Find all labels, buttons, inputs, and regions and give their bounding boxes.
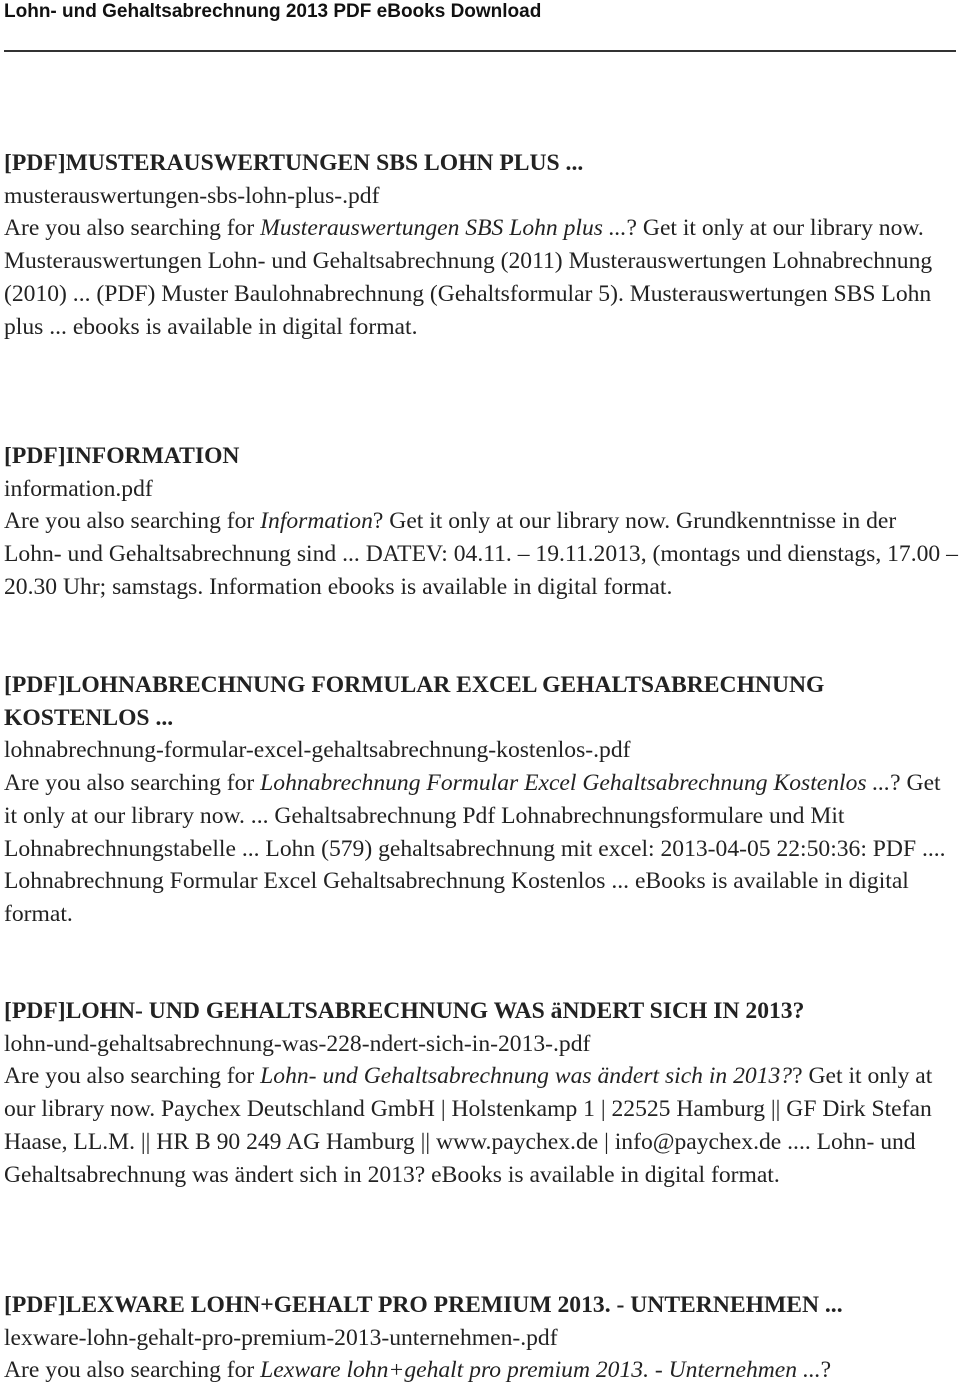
entry-description (4, 767, 959, 931)
entry-filename[interactable]: musterauswertungen-sbs-lohn-plus-.pdf (4, 182, 380, 209)
desc-prefix: Are you also searching for (4, 1063, 261, 1090)
entry-description (4, 505, 959, 603)
desc-search-term: Lohnabrechnung Formular Excel Gehaltsabrechnung Kostenlos ... (260, 770, 891, 797)
desc-text: ? Get it only at our library now. Musterauswertungen Lohn- und Gehaltsabrechnung (2011) Musterauswertungen Lohnabrechnung (2010) ... (PDF) Muster Baulohnabrechnung (Gehaltsformular 5). Musterauswertungen SBS Lohn plus ... ebooks is available in digital format. (4, 215, 933, 340)
entry-title[interactable]: [PDF]LOHN- UND GEHALTSABRECHNUNG WAS äNDERT SICH IN 2013? (4, 998, 805, 1024)
desc-text: ? Get it only at our library now. Paychex Deutschland GmbH | Holstenkamp 1 | 22525 Hamburg || GF Dirk Stefan Haase, LL.M. || HR B 90 249 AG Hamburg || www.paychex.de | info@paychex.de .... Lohn- und Gehaltsabrechnung was ändert sich in 2013? eBooks is available in digital format. (4, 1063, 933, 1188)
desc-prefix: Are you also searching for (4, 215, 261, 242)
desc-text: ? Get it only at our library now. ... Gehaltsabrechnung Pdf Lohnabrechnungsformulare und Mit Lohnabrechnungstabelle ... Lohn (579) gehaltsabrechnung mit excel: 2013-04-05 22:50:36: PDF .... Lohnabrechnung Formular Excel Gehaltsabrechnung Kostenlos ... eBooks is available in digital format. (4, 770, 946, 927)
entry-filename[interactable]: information.pdf (4, 475, 153, 502)
result-entry (4, 669, 959, 931)
entry-description (4, 1060, 959, 1191)
result-entry (4, 1289, 959, 1387)
desc-prefix: Are you also searching for (4, 508, 261, 535)
page-header (4, 0, 956, 52)
page-title: Lohn- und Gehaltsabrechnung 2013 PDF eBooks Download (4, 1, 542, 22)
desc-prefix: Are you also searching for (4, 1357, 261, 1384)
result-entry (4, 147, 959, 343)
result-entry (4, 440, 959, 604)
entry-title[interactable]: [PDF]MUSTERAUSWERTUNGEN SBS LOHN PLUS ... (4, 150, 584, 176)
desc-search-term: Musterauswertungen SBS Lohn plus ... (260, 215, 627, 242)
desc-prefix: Are you also searching for (4, 770, 261, 797)
desc-search-term: Information (260, 508, 373, 535)
entry-filename[interactable]: lohn-und-gehaltsabrechnung-was-228-ndert-sich-in-2013-.pdf (4, 1030, 591, 1057)
desc-search-term: Lexware lohn+gehalt pro premium 2013. - Unternehmen ... (260, 1357, 821, 1384)
entry-title[interactable]: [PDF]INFORMATION (4, 443, 240, 469)
entry-title[interactable]: [PDF]LOHNABRECHNUNG FORMULAR EXCEL GEHALTSABRECHNUNG KOSTENLOS ... (4, 672, 825, 731)
entry-description (4, 1354, 959, 1387)
desc-text: ? Get it only at our library now. Grundkenntnisse in der Lohn- und Gehaltsabrechnung sind ... DATEV: 04.11. – 19.11.2013, (montags und dienstags, 17.00 – 20.30 Uhr; samstags. Information ebooks is available in digital format. (4, 508, 958, 600)
entry-filename[interactable]: lohnabrechnung-formular-excel-gehaltsabrechnung-kostenlos-.pdf (4, 737, 631, 764)
entry-title[interactable]: [PDF]LEXWARE LOHN+GEHALT PRO PREMIUM 2013. - UNTERNEHMEN ... (4, 1292, 843, 1318)
entry-description (4, 212, 959, 343)
desc-text: ? (820, 1357, 832, 1384)
desc-search-term: Lohn- und Gehaltsabrechnung was ändert sich in 2013? (260, 1063, 793, 1090)
result-entry (4, 995, 959, 1191)
entry-filename[interactable]: lexware-lohn-gehalt-pro-premium-2013-unternehmen-.pdf (4, 1324, 558, 1351)
